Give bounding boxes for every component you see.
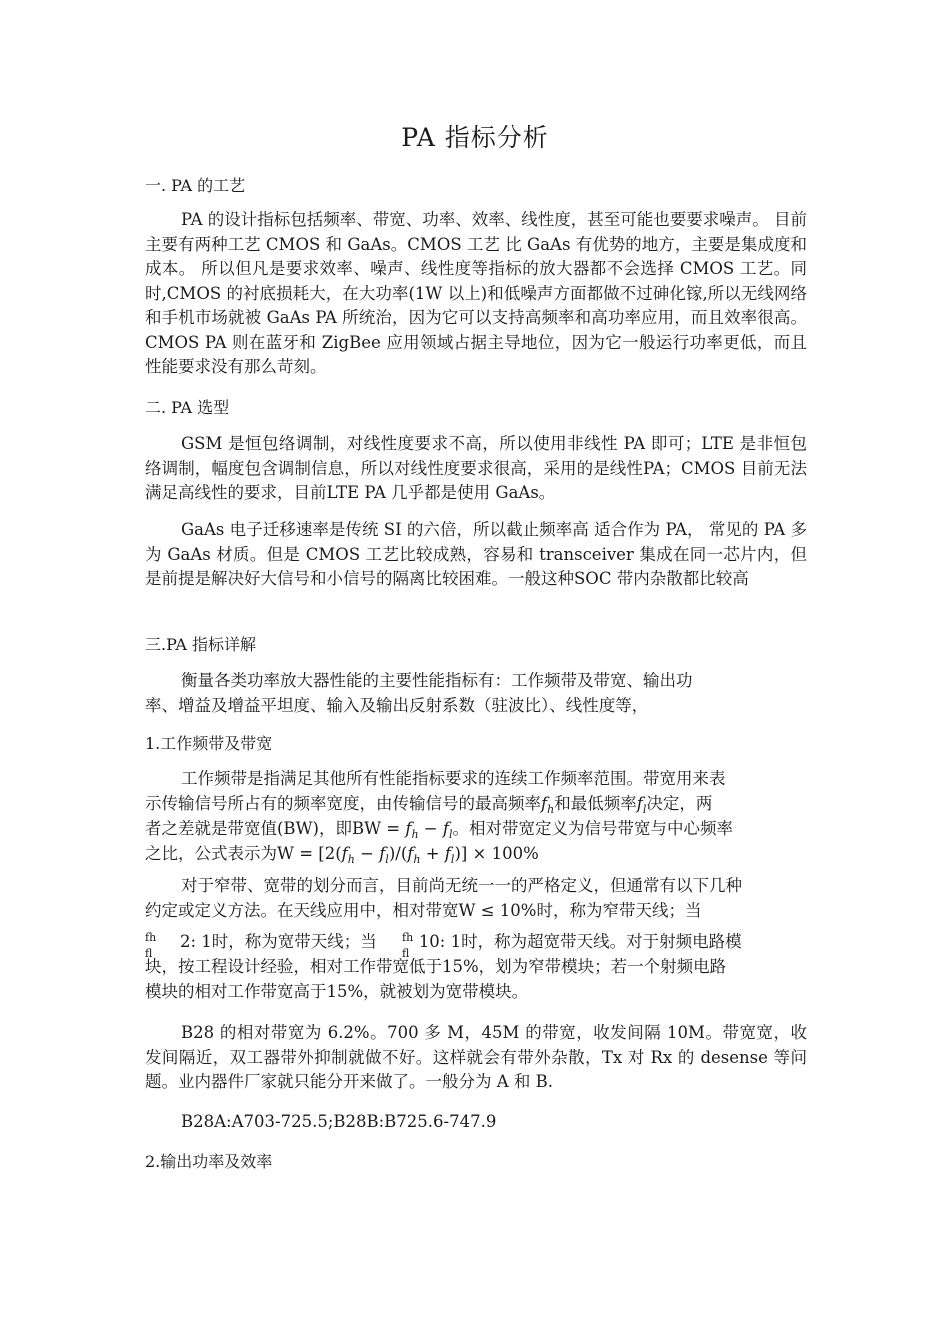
section-2-paragraph-2: GaAs 电子迁移速率是传统 SI 的六倍，所以截止频率高 适合作为 PA， 常见的 PA 多为 GaAs 材质。但是 CMOS 工艺比较成熟，容易和 transceiver 集成在同一芯片内，但是前提是解决好大信号和小信号的隔离比较困难。一般这种SOC 带内杂散都比较高 xyxy=(145,520,807,588)
text-fragment: 之比，公式表示为 xyxy=(145,844,277,863)
subsection-1-heading: 1.工作频带及带宽 xyxy=(145,734,273,753)
page-title: PA 指标分析 xyxy=(401,123,549,152)
text-fragment: 示传输信号所占有的频率宽度，由传输信号的最高频率 xyxy=(145,794,541,813)
section-3-heading: 三.PA 指标详解 xyxy=(145,635,257,654)
fraction-numerator: fh xyxy=(402,931,414,944)
section-3-intro-line-1: 衡量各类功率放大器性能的主要性能指标有：工作频带及带宽、输出功 xyxy=(181,671,693,690)
b28-paragraph: B28 的相对带宽为 6.2%。700 多 M，45M 的带宽，收发间隔 10M。带宽宽，收发间隔近，双工器带外抑制就做不好。这样就会有带外杂散，Tx 对 Rx 的 desense 等问题。业内器件厂家就只能分开来做了。一般分为 A 和 B. xyxy=(145,1023,807,1091)
section-2-heading: 二. PA 选型 xyxy=(145,398,230,417)
fl-symbol: $f_l$ xyxy=(636,794,647,816)
text-fragment: 决定，两 xyxy=(646,794,713,813)
bw-formula: $f_h - f_l$ xyxy=(405,819,453,841)
text-fragment: 。相对带宽定义为信号带宽与中心频率 xyxy=(452,819,734,838)
classification-para-line-2: 约定或定义方法。在天线应用中，相对带宽W ≤ 10%时，称为窄带天线；当 xyxy=(145,901,702,920)
classification-para-line-3 xyxy=(180,930,820,955)
relative-bandwidth-formula: $W = [2(f_h - f_l)/(f_h + f_l)] \times 100\%$ xyxy=(277,844,539,866)
text-fragment: 2: 1时，称为宽带天线；当 xyxy=(180,932,377,951)
classification-para-line-1: 对于窄带、宽带的划分而言，目前尚无统一一的严格定义，但通常有以下几种 xyxy=(181,876,742,895)
subsection-2-heading: 2.输出功率及效率 xyxy=(145,1152,273,1171)
classification-para-line-5: 模块的相对工作带宽高于15%，就被划为宽带模块。 xyxy=(145,982,529,1001)
text-fragment: 10: 1时，称为超宽带天线。对于射频电路模 xyxy=(418,932,742,951)
section-1-paragraph: PA 的设计指标包括频率、带宽、功率、效率、线性度，甚至可能也要要求噪声。 目前主要有两种工艺 CMOS 和 GaAs。CMOS 工艺 比 GaAs 有优势的地方，主要是集成度和成本。 所以但凡是要求效率、噪声、线性度等指标的放大器都不会选择 CMOS 工艺。同时,CMOS 的衬底损耗大，在大功率(1W 以上)和低噪声方面都做不过砷化镓,所以无线网络和手机市场就被 GaAs PA 所统治，因为它可以支持高频率和高功率应用，而且效率很高。CMOS PA 则在蓝牙和 ZigBee 应用领域占据主导地位，因为它一般运行功率更低，而且性能要求没有那么苛刻。 xyxy=(145,210,807,376)
bandwidth-para-line-1: 工作频带是指满足其他所有性能指标要求的连续工作频率范围。带宽用来表 xyxy=(181,769,726,788)
section-3-intro-line-2: 率、增益及增益平坦度、输入及输出反射系数（驻波比）、线性度等， xyxy=(145,696,649,715)
classification-para-line-4: 块，按工程设计经验，相对工作带宽低于15%，划为窄带模块；若一个射频电路 xyxy=(145,957,727,976)
fraction-denominator: fl xyxy=(145,947,153,960)
text-fragment: 者之差就是带宽值(BW)，即BW = xyxy=(145,819,406,838)
text-fragment: 和最低频率 xyxy=(554,794,637,813)
section-2-paragraph-1: GSM 是恒包络调制，对线性度要求不高，所以使用非线性 PA 即可；LTE 是非恒包络调制，幅度包含调制信息，所以对线性度要求很高，采用的是线性PA；CMOS 目前无法满足高线性的要求，目前LTE PA 几乎都是使用 GaAs。 xyxy=(145,434,807,502)
section-1-heading: 一. PA 的工艺 xyxy=(145,176,246,195)
b28-range-line: B28A:A703-725.5;B28B:B725.6-747.9 xyxy=(181,1112,497,1131)
fh-symbol: $f_h$ xyxy=(541,794,555,816)
fraction-numerator: fh xyxy=(145,931,157,944)
bandwidth-para-line-4 xyxy=(145,842,815,873)
fraction-denominator: fl xyxy=(402,947,410,960)
